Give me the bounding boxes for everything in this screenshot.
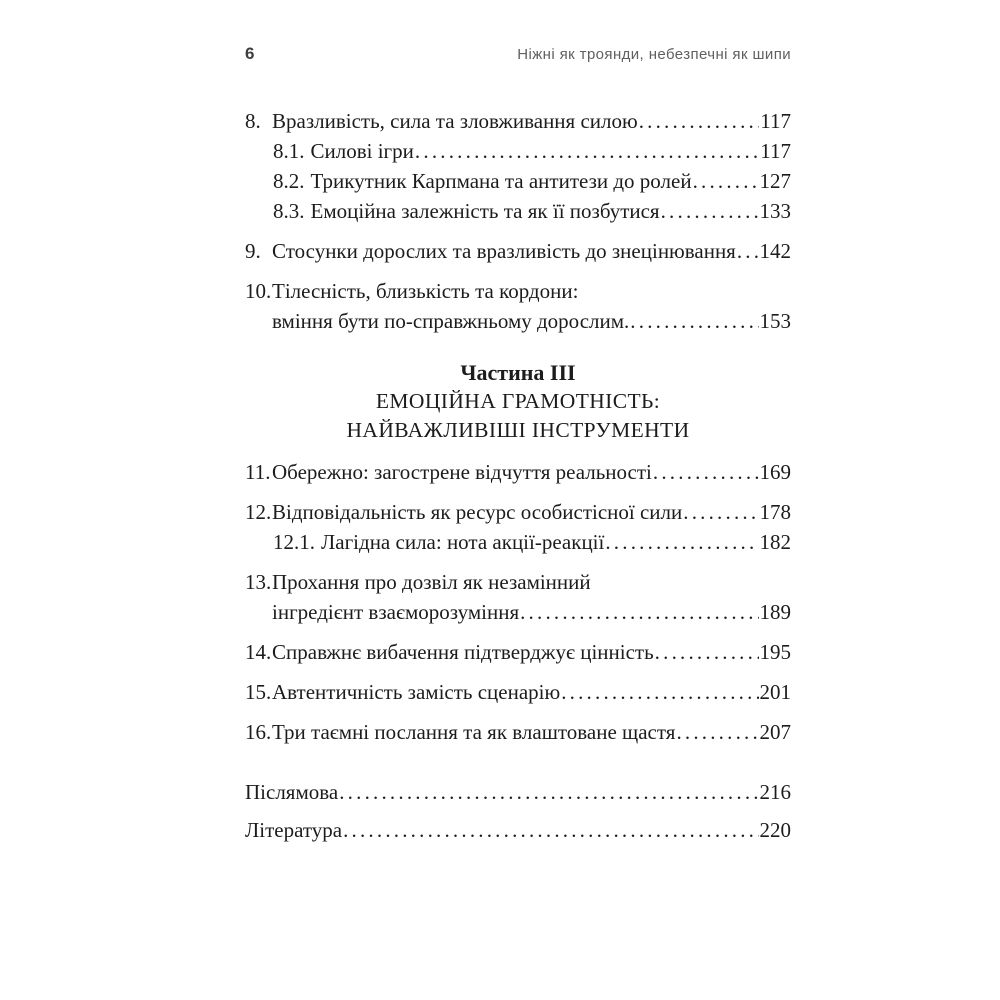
toc-entry-title: Тілесність, близькість та кордони: <box>272 279 579 303</box>
toc-entry-page-number: 127 <box>759 169 791 193</box>
dot-leader <box>693 166 759 196</box>
toc-entry-page-number: 153 <box>759 309 791 333</box>
dot-leader <box>605 527 758 557</box>
toc-entry-title: Література <box>245 818 343 842</box>
toc-entry-number: 11. <box>245 460 271 484</box>
dot-leader <box>639 106 760 136</box>
toc-entry-line <box>245 597 791 627</box>
toc-entry-number: 9. <box>245 239 261 263</box>
toc-entry-page-number: 216 <box>759 780 791 804</box>
toc-section-part3 <box>245 457 791 747</box>
toc-entry-line <box>245 777 791 807</box>
toc-entry-page-number: 133 <box>759 199 791 223</box>
toc-entry-title: Стосунки дорослих та вразливість до знецінювання <box>272 239 736 263</box>
dot-leader <box>520 597 758 627</box>
toc-entry <box>245 106 791 136</box>
part-heading-title-line2: НАЙВАЖЛИВІШІ ІНСТРУМЕНТИ <box>346 418 690 442</box>
dot-leader <box>339 777 758 807</box>
toc-entry-line <box>245 567 791 597</box>
toc-entry <box>245 637 791 667</box>
toc-entry-title: вміння бути по-справжньому дорослим. <box>272 309 630 333</box>
toc-entry-page-number: 189 <box>759 600 791 624</box>
part-heading <box>245 358 791 445</box>
toc-entry-line <box>245 236 791 266</box>
toc-entry-number: 8. <box>245 109 261 133</box>
toc-entry-line <box>245 276 791 306</box>
toc-entry <box>245 196 791 226</box>
toc-entry-page-number: 178 <box>759 500 791 524</box>
toc-entry-title: інгредієнт взаєморозуміння <box>272 600 520 624</box>
toc-entry <box>245 136 791 166</box>
toc-section-part2 <box>245 106 791 336</box>
toc-entry-number: 12. <box>245 500 272 524</box>
toc-entry-number: 8.2. <box>273 169 305 193</box>
toc-entry-number: 12.1. <box>273 530 315 554</box>
toc-entry-page-number: 182 <box>759 530 791 554</box>
toc-entry-title: Справжнє вибачення підтверджує цінність <box>272 640 654 664</box>
toc-entry-line <box>245 677 791 707</box>
toc-entry-number: 8.1. <box>273 139 305 163</box>
toc-entry-title: Обережно: загострене відчуття реальності <box>272 460 652 484</box>
dot-leader <box>343 815 758 845</box>
dot-leader <box>630 306 758 336</box>
part-heading-title-line1: ЕМОЦІЙНА ГРАМОТНІСТЬ: <box>375 389 661 413</box>
toc-entry <box>245 457 791 487</box>
toc-entry <box>245 567 791 627</box>
toc-entry-title: Прохання про дозвіл як незамінний <box>272 570 591 594</box>
toc-entry-title: Три таємні послання та як влаштоване щастя <box>272 720 676 744</box>
toc-entry-page-number: 117 <box>760 139 791 163</box>
toc-entry-number: 13. <box>245 570 272 594</box>
running-header <box>245 44 791 64</box>
toc-entry-line <box>245 497 791 527</box>
dot-leader <box>683 497 758 527</box>
toc-entry-line <box>273 527 791 557</box>
running-title: Ніжні як троянди, небезпечні як шипи <box>517 46 791 63</box>
toc-entry-title: Емоційна залежність та як її позбутися <box>310 199 660 223</box>
toc-section-back-matter <box>245 777 791 845</box>
dot-leader <box>661 196 759 226</box>
toc-entry-line <box>245 815 791 845</box>
toc-entry <box>245 236 791 266</box>
toc-entry-number: 10. <box>245 279 272 303</box>
dot-leader <box>653 457 759 487</box>
toc-entry-number: 14. <box>245 640 272 664</box>
toc-entry-page-number: 201 <box>759 680 791 704</box>
toc-entry <box>245 777 791 807</box>
toc-entry-page-number: 207 <box>759 720 791 744</box>
toc-entry <box>245 276 791 336</box>
dot-leader <box>737 236 759 266</box>
toc-entry <box>245 527 791 557</box>
dot-leader <box>676 717 758 747</box>
toc-entry-line <box>273 136 791 166</box>
dot-leader <box>655 637 759 667</box>
page-content <box>245 44 791 845</box>
toc-entry <box>245 497 791 527</box>
toc-entry-title: Трикутник Карпмана та антитези до ролей <box>310 169 692 193</box>
toc-entry-title: Лагідна сила: нота акції-реакції <box>321 530 605 554</box>
toc-entry-page-number: 117 <box>760 109 791 133</box>
toc-entry-line <box>245 637 791 667</box>
toc-entry-number: 16. <box>245 720 272 744</box>
toc-entry-line <box>245 717 791 747</box>
toc-entry-page-number: 142 <box>759 239 791 263</box>
toc-entry-page-number: 195 <box>759 640 791 664</box>
part-heading-kicker: Частина III <box>460 360 576 385</box>
toc-entry-line <box>245 306 791 336</box>
toc-entry-title: Вразливість, сила та зловживання силою <box>272 109 638 133</box>
toc-entry-title: Автентичність замість сценарію <box>272 680 561 704</box>
dot-leader <box>561 677 758 707</box>
toc-entry <box>245 677 791 707</box>
toc-entry <box>245 166 791 196</box>
toc-entry-page-number: 220 <box>759 818 791 842</box>
toc-entry-line <box>245 457 791 487</box>
toc-entry-line <box>245 106 791 136</box>
toc-entry-page-number: 169 <box>759 460 791 484</box>
toc-entry-line <box>273 196 791 226</box>
toc-entry-number: 8.3. <box>273 199 305 223</box>
toc-entry-title: Післямова <box>245 780 339 804</box>
toc-entry-number: 15. <box>245 680 272 704</box>
dot-leader <box>415 136 759 166</box>
toc-entry-title: Силові ігри <box>310 139 414 163</box>
toc-entry <box>245 815 791 845</box>
toc-entry <box>245 717 791 747</box>
page-number: 6 <box>245 44 255 63</box>
toc-entry-title: Відповідальність як ресурс особистісної сили <box>272 500 683 524</box>
toc-entry-line <box>273 166 791 196</box>
